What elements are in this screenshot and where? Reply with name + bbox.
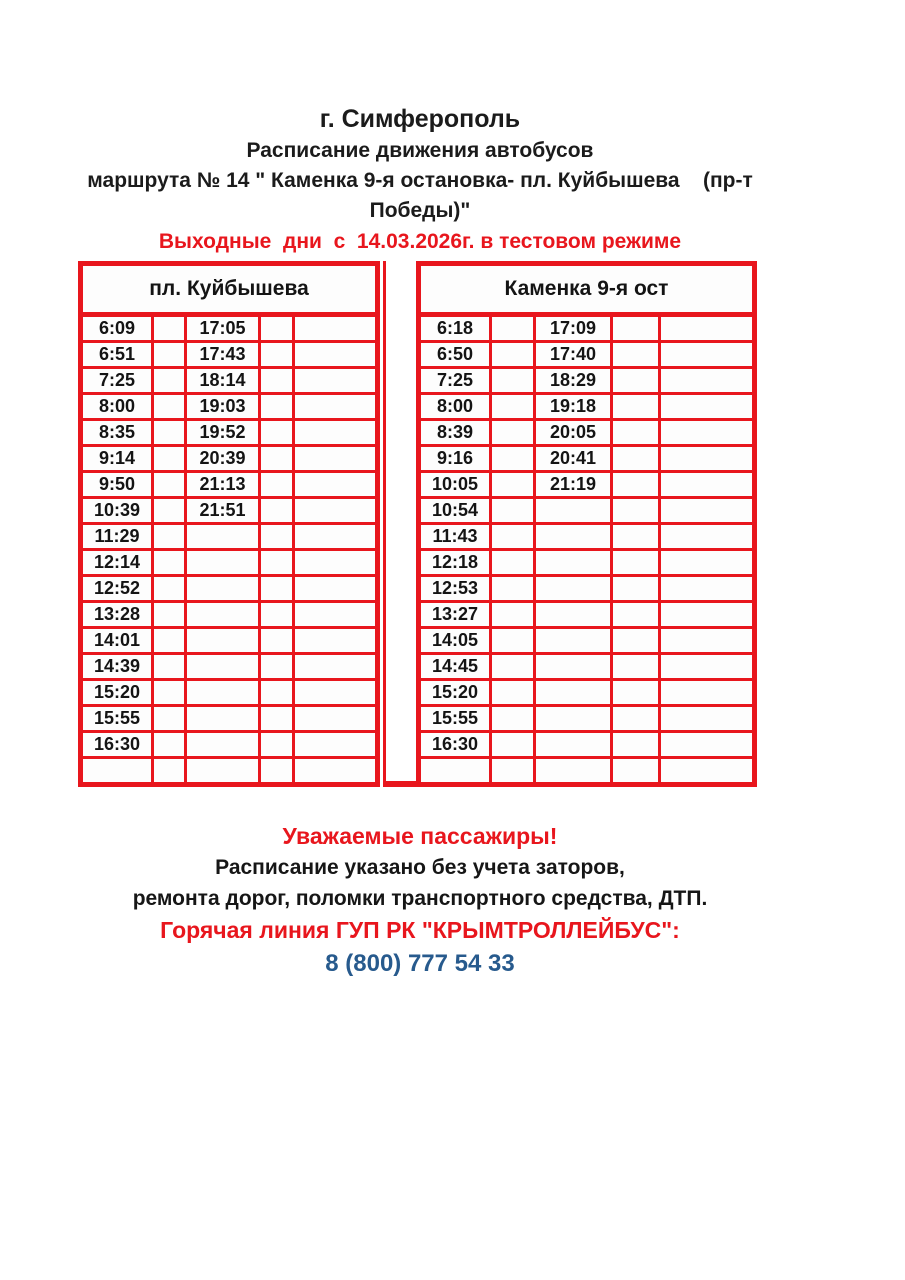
empty-cell — [612, 420, 660, 446]
empty-cell — [612, 758, 660, 785]
empty-cell — [81, 758, 153, 785]
schedule-row — [419, 394, 755, 420]
empty-cell — [186, 576, 260, 602]
schedule-row — [81, 550, 378, 576]
route-line-1: маршрута № 14 " Каменка 9-я остановка- пл. Куйбышева (пр-т — [87, 169, 753, 192]
disclaimer-line-1: Расписание указано без учета заторов, — [215, 856, 625, 879]
empty-cell — [612, 498, 660, 524]
empty-cell — [294, 628, 378, 654]
empty-cell — [491, 732, 535, 758]
empty-cell — [612, 472, 660, 498]
departure-time-cell: 18:29 — [535, 368, 612, 394]
departure-time-cell: 17:05 — [186, 315, 260, 342]
empty-cell — [660, 446, 755, 472]
empty-cell — [491, 315, 535, 342]
departure-time-cell: 13:28 — [81, 602, 153, 628]
empty-cell — [612, 394, 660, 420]
empty-cell — [260, 342, 294, 368]
empty-cell — [294, 420, 378, 446]
departure-time-cell: 17:43 — [186, 342, 260, 368]
table-divider-strip — [383, 261, 416, 787]
empty-cell — [535, 680, 612, 706]
empty-cell — [294, 498, 378, 524]
schedule-row — [81, 472, 378, 498]
disclaimer-line-2: ремонта дорог, поломки транспортного средства, ДТП. — [132, 887, 708, 910]
schedule-row — [81, 368, 378, 394]
empty-cell — [491, 446, 535, 472]
empty-cell — [535, 550, 612, 576]
empty-cell — [491, 472, 535, 498]
empty-cell — [153, 342, 186, 368]
stop-name-header: Каменка 9-я ост — [419, 264, 755, 315]
empty-cell — [153, 602, 186, 628]
empty-cell — [186, 706, 260, 732]
empty-cell — [294, 758, 378, 785]
empty-cell — [153, 758, 186, 785]
hotline-phone-number: 8 (800) 777 54 33 — [325, 950, 515, 977]
empty-cell — [660, 472, 755, 498]
empty-cell — [491, 602, 535, 628]
footer-block — [30, 821, 810, 981]
empty-cell — [535, 706, 612, 732]
departure-time-cell: 20:41 — [535, 446, 612, 472]
schedule-row — [419, 680, 755, 706]
empty-cell — [153, 524, 186, 550]
schedule-row — [81, 680, 378, 706]
empty-cell — [660, 550, 755, 576]
departure-time-cell: 12:53 — [419, 576, 491, 602]
departure-time-cell: 8:00 — [419, 394, 491, 420]
empty-cell — [491, 524, 535, 550]
empty-cell — [294, 706, 378, 732]
schedule-row — [419, 706, 755, 732]
empty-cell — [260, 524, 294, 550]
departure-time-cell: 7:25 — [81, 368, 153, 394]
departure-time-cell: 8:00 — [81, 394, 153, 420]
timetable-header-row — [81, 264, 378, 315]
empty-cell — [260, 420, 294, 446]
empty-cell — [260, 602, 294, 628]
empty-cell — [535, 524, 612, 550]
schedule-subtitle: Расписание движения автобусов — [246, 139, 594, 162]
empty-cell — [491, 420, 535, 446]
timetable-kuibysheva — [78, 261, 380, 787]
empty-cell — [660, 394, 755, 420]
empty-cell — [153, 706, 186, 732]
stop-name-header: пл. Куйбышева — [81, 264, 378, 315]
route-line-2: Победы)" — [369, 199, 471, 222]
departure-time-cell: 20:39 — [186, 446, 260, 472]
empty-cell — [612, 315, 660, 342]
departure-time-cell: 16:30 — [81, 732, 153, 758]
empty-cell — [535, 732, 612, 758]
empty-cell — [660, 576, 755, 602]
schedule-row — [81, 706, 378, 732]
empty-cell — [294, 732, 378, 758]
empty-cell — [260, 680, 294, 706]
empty-cell — [491, 706, 535, 732]
schedule-row — [81, 524, 378, 550]
empty-cell — [294, 654, 378, 680]
schedule-row — [81, 654, 378, 680]
departure-time-cell: 15:55 — [419, 706, 491, 732]
empty-cell — [660, 420, 755, 446]
page-content — [30, 0, 810, 981]
departure-time-cell: 10:39 — [81, 498, 153, 524]
empty-cell — [260, 368, 294, 394]
empty-cell — [186, 654, 260, 680]
empty-cell — [260, 758, 294, 785]
empty-cell — [153, 680, 186, 706]
departure-time-cell: 6:18 — [419, 315, 491, 342]
empty-cell — [260, 550, 294, 576]
departure-time-cell: 16:30 — [419, 732, 491, 758]
empty-cell — [612, 654, 660, 680]
departure-time-cell: 10:05 — [419, 472, 491, 498]
departure-time-cell: 15:20 — [81, 680, 153, 706]
schedule-row — [419, 368, 755, 394]
empty-cell — [660, 628, 755, 654]
empty-cell — [491, 680, 535, 706]
empty-cell — [294, 472, 378, 498]
empty-cell — [260, 498, 294, 524]
schedule-row — [419, 758, 755, 785]
departure-time-cell: 6:50 — [419, 342, 491, 368]
schedule-row — [81, 732, 378, 758]
empty-cell — [491, 368, 535, 394]
empty-cell — [660, 680, 755, 706]
empty-cell — [153, 732, 186, 758]
schedule-row — [81, 342, 378, 368]
empty-cell — [660, 315, 755, 342]
schedule-row — [81, 498, 378, 524]
weekend-test-notice: Выходные дни с 14.03.2026г. в тестовом режиме — [158, 230, 682, 253]
schedule-row — [81, 420, 378, 446]
empty-cell — [153, 368, 186, 394]
empty-cell — [612, 446, 660, 472]
empty-cell — [294, 576, 378, 602]
empty-cell — [612, 342, 660, 368]
schedule-row — [419, 550, 755, 576]
empty-cell — [419, 758, 491, 785]
schedule-row — [419, 446, 755, 472]
empty-cell — [535, 602, 612, 628]
schedule-row — [81, 758, 378, 785]
empty-cell — [660, 732, 755, 758]
empty-cell — [491, 394, 535, 420]
empty-cell — [186, 628, 260, 654]
empty-cell — [491, 758, 535, 785]
empty-cell — [260, 654, 294, 680]
empty-cell — [153, 420, 186, 446]
empty-cell — [186, 758, 260, 785]
schedule-row — [419, 602, 755, 628]
empty-cell — [294, 680, 378, 706]
passengers-heading: Уважаемые пассажиры! — [282, 823, 558, 849]
departure-time-cell: 11:29 — [81, 524, 153, 550]
empty-cell — [491, 576, 535, 602]
departure-time-cell: 14:45 — [419, 654, 491, 680]
departure-time-cell: 18:14 — [186, 368, 260, 394]
empty-cell — [153, 576, 186, 602]
schedule-row — [419, 342, 755, 368]
hotline-label: Горячая линия ГУП РК "КРЫМТРОЛЛЕЙБУС": — [160, 917, 680, 943]
departure-time-cell: 20:05 — [535, 420, 612, 446]
empty-cell — [294, 368, 378, 394]
timetables — [78, 261, 810, 787]
empty-cell — [153, 472, 186, 498]
departure-time-cell: 21:19 — [535, 472, 612, 498]
empty-cell — [660, 524, 755, 550]
schedule-row — [419, 498, 755, 524]
empty-cell — [660, 368, 755, 394]
empty-cell — [612, 602, 660, 628]
departure-time-cell: 13:27 — [419, 602, 491, 628]
empty-cell — [491, 498, 535, 524]
departure-time-cell: 9:14 — [81, 446, 153, 472]
empty-cell — [153, 394, 186, 420]
departure-time-cell: 12:14 — [81, 550, 153, 576]
empty-cell — [660, 706, 755, 732]
empty-cell — [660, 602, 755, 628]
departure-time-cell: 19:03 — [186, 394, 260, 420]
schedule-row — [81, 446, 378, 472]
timetable-kamenka — [416, 261, 757, 787]
schedule-row — [419, 628, 755, 654]
schedule-row — [81, 628, 378, 654]
empty-cell — [535, 654, 612, 680]
empty-cell — [535, 628, 612, 654]
schedule-row — [81, 602, 378, 628]
schedule-row — [419, 524, 755, 550]
header-block — [30, 0, 810, 256]
empty-cell — [294, 446, 378, 472]
schedule-row — [419, 420, 755, 446]
departure-time-cell: 9:50 — [81, 472, 153, 498]
empty-cell — [491, 550, 535, 576]
departure-time-cell: 14:39 — [81, 654, 153, 680]
departure-time-cell: 17:09 — [535, 315, 612, 342]
empty-cell — [491, 628, 535, 654]
departure-time-cell: 8:35 — [81, 420, 153, 446]
city-title: г. Симферополь — [319, 105, 521, 133]
departure-time-cell: 12:52 — [81, 576, 153, 602]
schedule-row — [419, 654, 755, 680]
empty-cell — [153, 654, 186, 680]
empty-cell — [612, 524, 660, 550]
empty-cell — [294, 394, 378, 420]
empty-cell — [535, 576, 612, 602]
departure-time-cell: 21:51 — [186, 498, 260, 524]
empty-cell — [153, 498, 186, 524]
empty-cell — [660, 654, 755, 680]
empty-cell — [260, 446, 294, 472]
empty-cell — [294, 342, 378, 368]
empty-cell — [612, 576, 660, 602]
empty-cell — [153, 628, 186, 654]
empty-cell — [294, 602, 378, 628]
empty-cell — [612, 368, 660, 394]
departure-time-cell: 17:40 — [535, 342, 612, 368]
empty-cell — [260, 706, 294, 732]
empty-cell — [294, 524, 378, 550]
schedule-row — [81, 394, 378, 420]
empty-cell — [260, 315, 294, 342]
empty-cell — [153, 315, 186, 342]
empty-cell — [186, 524, 260, 550]
empty-cell — [660, 342, 755, 368]
schedule-row — [419, 576, 755, 602]
empty-cell — [612, 732, 660, 758]
empty-cell — [660, 758, 755, 785]
empty-cell — [153, 446, 186, 472]
empty-cell — [660, 498, 755, 524]
departure-time-cell: 6:51 — [81, 342, 153, 368]
empty-cell — [535, 498, 612, 524]
departure-time-cell: 15:20 — [419, 680, 491, 706]
timetable-header-row — [419, 264, 755, 315]
schedule-row — [419, 732, 755, 758]
empty-cell — [612, 550, 660, 576]
empty-cell — [153, 550, 186, 576]
departure-time-cell: 9:16 — [419, 446, 491, 472]
schedule-row — [419, 315, 755, 342]
empty-cell — [535, 758, 612, 785]
empty-cell — [612, 680, 660, 706]
empty-cell — [260, 576, 294, 602]
departure-time-cell: 8:39 — [419, 420, 491, 446]
departure-time-cell: 11:43 — [419, 524, 491, 550]
empty-cell — [491, 654, 535, 680]
empty-cell — [260, 472, 294, 498]
empty-cell — [294, 550, 378, 576]
empty-cell — [260, 628, 294, 654]
departure-time-cell: 12:18 — [419, 550, 491, 576]
departure-time-cell: 14:05 — [419, 628, 491, 654]
empty-cell — [612, 628, 660, 654]
schedule-row — [81, 576, 378, 602]
departure-time-cell: 15:55 — [81, 706, 153, 732]
empty-cell — [186, 550, 260, 576]
departure-time-cell: 21:13 — [186, 472, 260, 498]
empty-cell — [491, 342, 535, 368]
empty-cell — [186, 602, 260, 628]
departure-time-cell: 14:01 — [81, 628, 153, 654]
departure-time-cell: 6:09 — [81, 315, 153, 342]
departure-time-cell: 19:18 — [535, 394, 612, 420]
empty-cell — [186, 680, 260, 706]
empty-cell — [260, 394, 294, 420]
schedule-row — [419, 472, 755, 498]
departure-time-cell: 19:52 — [186, 420, 260, 446]
empty-cell — [294, 315, 378, 342]
empty-cell — [612, 706, 660, 732]
schedule-row — [81, 315, 378, 342]
departure-time-cell: 7:25 — [419, 368, 491, 394]
empty-cell — [260, 732, 294, 758]
departure-time-cell: 10:54 — [419, 498, 491, 524]
empty-cell — [186, 732, 260, 758]
